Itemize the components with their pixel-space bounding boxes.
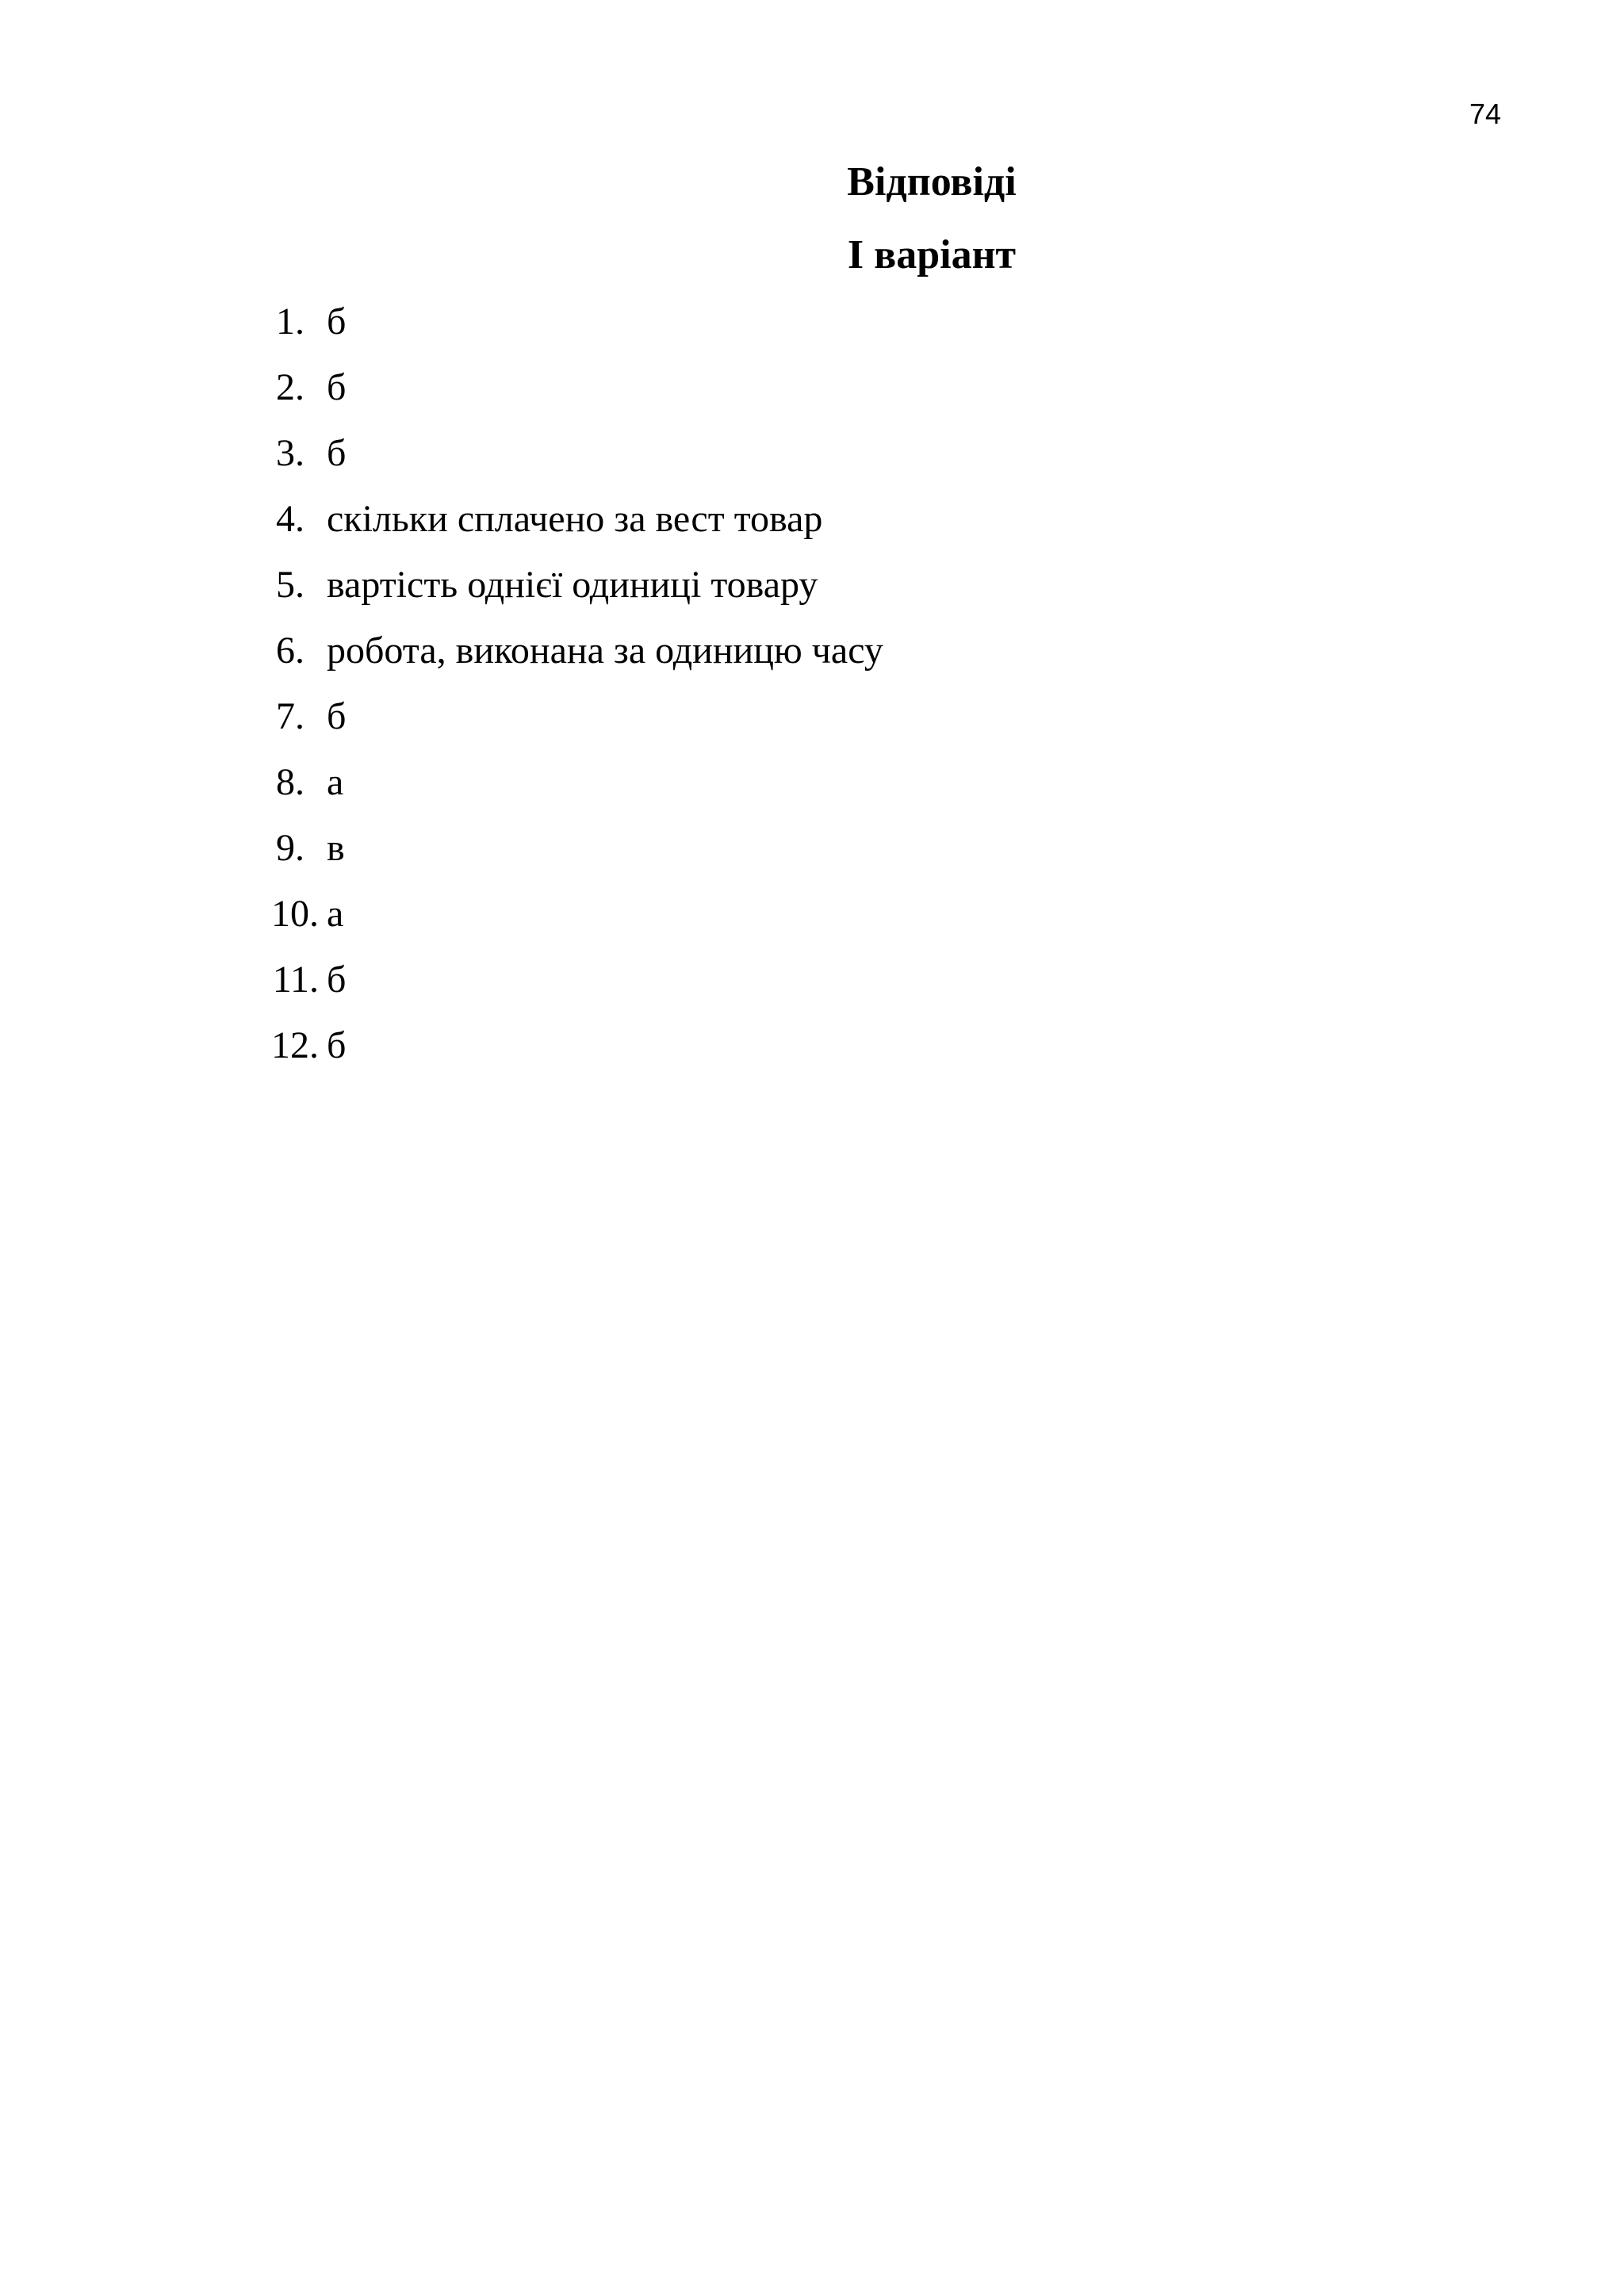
answer-item xyxy=(0,496,883,561)
answer-item xyxy=(0,627,883,693)
answer-number: 11. xyxy=(272,959,319,1001)
answer-text: б xyxy=(327,1024,347,1066)
answer-item xyxy=(0,759,883,825)
page-title: Відповіді xyxy=(847,159,1017,205)
answer-number: 2. xyxy=(276,366,304,408)
answer-text: робота, виконана за одиницю часу xyxy=(327,629,883,672)
answer-item xyxy=(0,561,883,627)
page-number: 74 xyxy=(1469,98,1501,130)
answer-list xyxy=(0,298,883,1088)
answer-item xyxy=(0,1022,883,1088)
answer-item xyxy=(0,298,883,364)
answer-number: 9. xyxy=(276,827,304,869)
answer-number: 3. xyxy=(276,432,304,474)
answer-item xyxy=(0,825,883,890)
answer-item xyxy=(0,364,883,430)
answer-number: 10. xyxy=(271,893,319,935)
answer-item xyxy=(0,956,883,1022)
answer-number: 7. xyxy=(276,695,304,737)
variant-heading: І варіант xyxy=(847,232,1017,277)
answer-number: 6. xyxy=(276,629,304,672)
answer-number: 8. xyxy=(276,761,304,803)
answer-item xyxy=(0,890,883,956)
answer-text: б xyxy=(327,695,347,737)
answer-text: а xyxy=(327,761,344,803)
answer-number: 12. xyxy=(271,1024,319,1066)
answer-text: а xyxy=(327,893,344,935)
answer-item xyxy=(0,693,883,759)
answer-text: б xyxy=(327,959,347,1001)
answer-number: 5. xyxy=(276,564,304,606)
answer-number: 1. xyxy=(276,300,304,342)
answer-text: скільки сплачено за вест товар xyxy=(327,498,823,540)
answer-item xyxy=(0,430,883,496)
answer-text: в xyxy=(327,827,345,869)
answer-number: 4. xyxy=(276,498,304,540)
answer-text: б xyxy=(327,432,347,474)
answer-text: б xyxy=(327,366,347,408)
answer-text: вартість однієї одиниці товару xyxy=(327,564,818,606)
answer-text: б xyxy=(327,300,347,342)
